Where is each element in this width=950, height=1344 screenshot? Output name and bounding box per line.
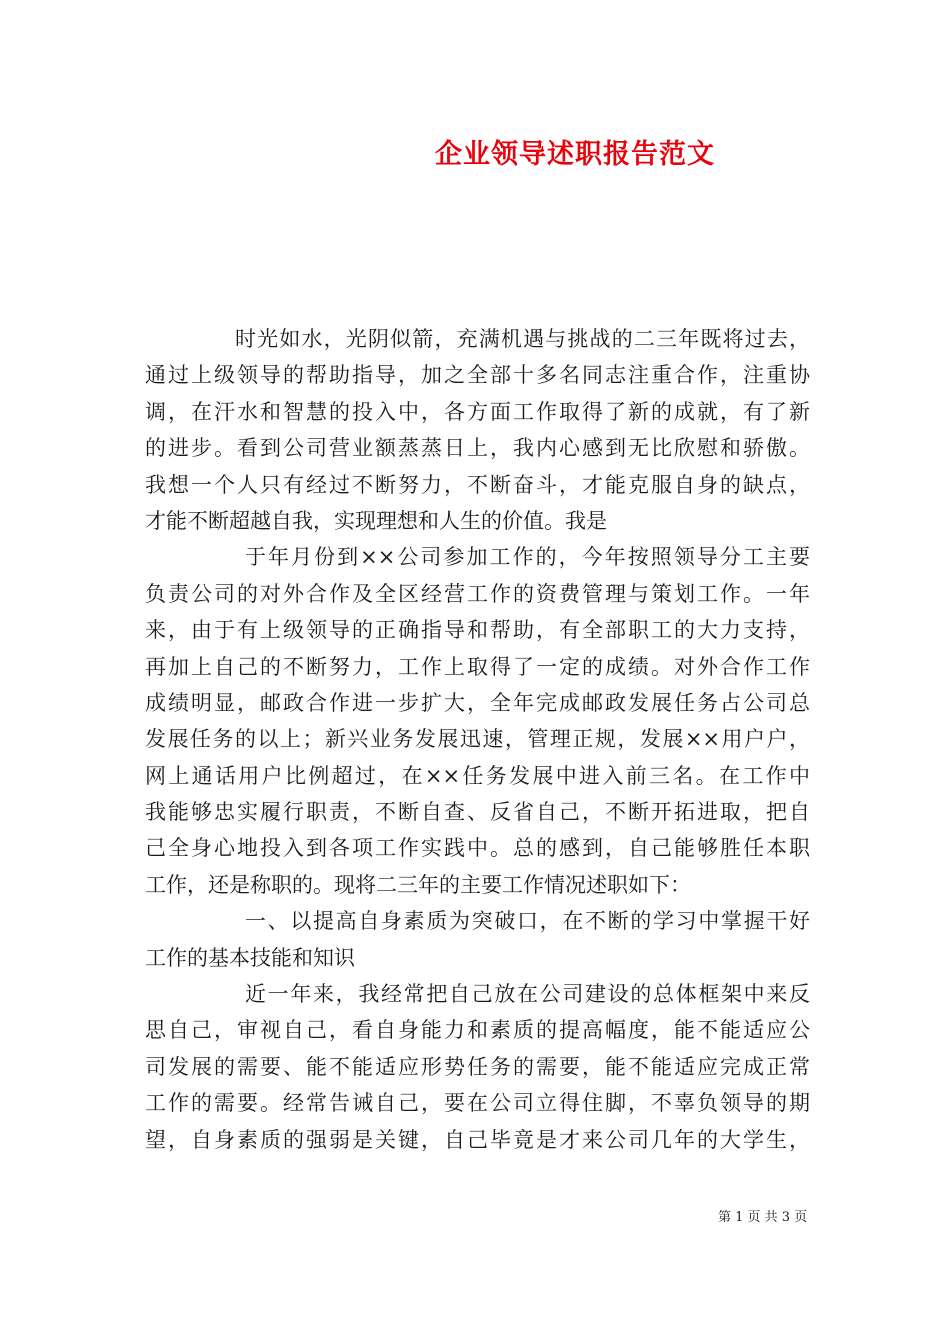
body-line: 通过上级领导的帮助指导，加之全部十多名同志注重合作，注重协 xyxy=(145,363,810,388)
body-line: 时光如水，光阴似箭，充满机遇与挑战的二三年既将过去， xyxy=(235,327,810,351)
body-line: 网上通话用户比例超过，在××任务发展中进入前三名。在工作中 xyxy=(145,763,810,788)
body-line: 调，在汗水和智慧的投入中，各方面工作取得了新的成就，有了新 xyxy=(145,399,810,424)
body-line: 再加上自己的不断努力，工作上取得了一定的成绩。对外合作工作 xyxy=(145,654,810,679)
body-line: 我想一个人只有经过不断努力，不断奋斗，才能克服自身的缺点， xyxy=(145,472,810,497)
page-title: 企业领导述职报告范文 xyxy=(435,139,715,170)
body-line: 司发展的需要、能不能适应形势任务的需要，能不能适应完成正常 xyxy=(145,1054,810,1079)
body-line: 工作的需要。经常告诫自己，要在公司立得住脚，不辜负领导的期 xyxy=(145,1091,810,1116)
body-line: 发展任务的以上；新兴业务发展迅速，管理正规，发展××用户户， xyxy=(145,727,810,752)
body-line: 成绩明显，邮政合作进一步扩大，全年完成邮政发展任务占公司总 xyxy=(145,690,810,715)
body-line: 望，自身素质的强弱是关键，自己毕竟是才来公司几年的大学生， xyxy=(145,1127,810,1152)
report-body xyxy=(145,321,810,1158)
body-line: 近一年来，我经常把自己放在公司建设的总体框架中来反 xyxy=(245,982,810,1007)
body-line: 我能够忠实履行职责，不断自查、反省自己，不断开拓进取，把自 xyxy=(145,800,810,825)
section-heading-line: 工作的基本技能和知识 xyxy=(145,945,355,970)
body-line: 工作，还是称职的。现将二三年的主要工作情况述职如下： xyxy=(145,872,691,897)
body-line: 的进步。看到公司营业额蒸蒸日上，我内心感到无比欣慰和骄傲。 xyxy=(145,436,810,461)
page-number-footer: 第 1 页 共 3 页 xyxy=(718,1210,808,1225)
body-line: 才能不断超越自我，实现理想和人生的价值。我是 xyxy=(145,508,607,533)
body-line: 于年月份到××公司参加工作的，今年按照领导分工主要 xyxy=(245,545,810,570)
section-heading-line: 一、以提高自身素质为突破口，在不断的学习中掌握干好 xyxy=(245,909,810,934)
body-line: 负责公司的对外合作及全区经营工作的资费管理与策划工作。一年 xyxy=(145,581,810,606)
body-line: 己全身心地投入到各项工作实践中。总的感到，自己能够胜任本职 xyxy=(145,836,810,861)
body-line: 思自己，审视自己，看自身能力和素质的提高幅度，能不能适应公 xyxy=(145,1018,810,1043)
body-line: 来，由于有上级领导的正确指导和帮助，有全部职工的大力支持， xyxy=(145,618,810,643)
